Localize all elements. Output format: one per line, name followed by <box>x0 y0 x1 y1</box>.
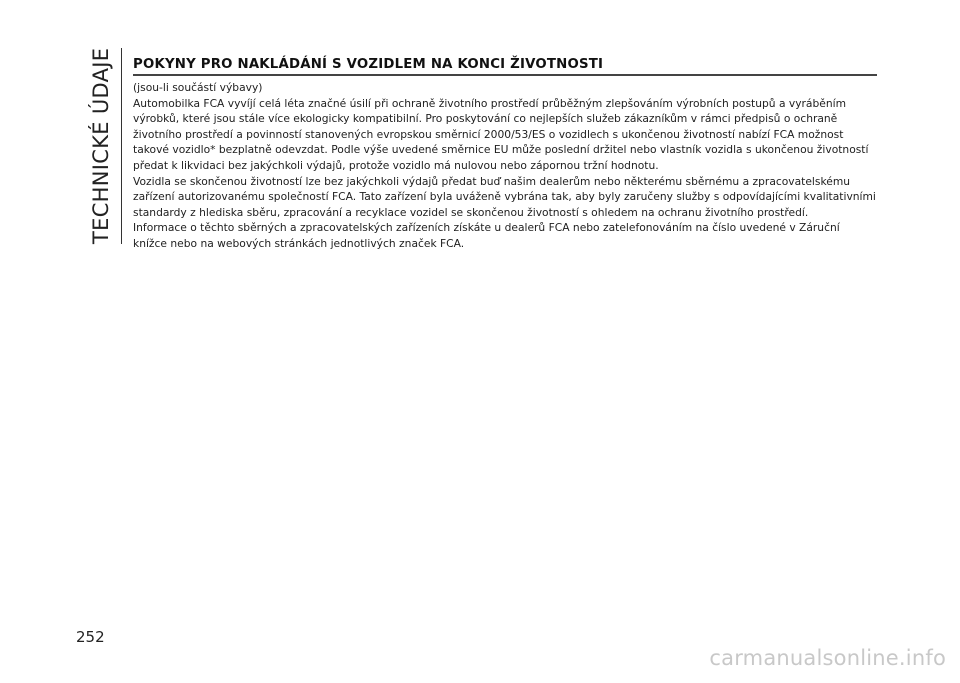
paragraph-3: Informace o těchto sběrných a zpracovatelských zařízeních získáte u dealerů FCA nebo zatelefonováním na číslo uvedené v Záruční knížce nebo na webových stránkách jednotlivých značek FCA. <box>133 221 840 250</box>
section-side-tab-label: TECHNICKÉ ÚDAJE <box>89 47 113 244</box>
section-body <box>133 80 877 252</box>
side-tab-divider <box>121 48 122 244</box>
section-side-tab <box>86 48 116 244</box>
paragraph-2: Vozidla se skončenou životností lze bez jakýchkoli výdajů předat buď našim dealerům nebo některému sběrnému a zpracovatelskému zařízení autorizovanému společností FCA. Tato zařízení byla uváženě vybrána tak, aby byly zaručeny služby s odpovídajícími kvalitativními standardy z hlediska sběru, zpracování a recyklace vozidel se skončenou životností s ohledem na ochranu životního prostředí. <box>133 174 876 219</box>
section-title: POKYNY PRO NAKLÁDÁNÍ S VOZIDLEM NA KONCI ŽIVOTNOSTI <box>133 57 604 72</box>
availability-note: (jsou-li součástí výbavy) <box>133 81 263 94</box>
title-underline <box>133 74 877 76</box>
watermark: carmanualsonline.info <box>709 646 946 670</box>
page-number: 252 <box>76 628 105 646</box>
paragraph-1: Automobilka FCA vyvíjí celá léta značné úsilí při ochraně životního prostředí průběžným zlepšováním výrobních postupů a vyráběním výrobků, které jsou stále více ekologicky kompatibilní. Pro poskytování co nejlepších služeb zákazníkům v rámci předpisů o ochraně životního prostředí a povinností stanovených evropskou směrnicí 2000/53/ES o vozidlech s ukončenou životností nabízí FCA možnost takové vozidlo* bezplatně odevzdat. Podle výše uvedené směrnice EU může poslední držitel nebo vlastník vozidla s ukončenou životností předat k likvidaci bez jakýchkoli výdajů, protože vozidlo má nulovou nebo zápornou tržní hodnotu. <box>133 96 869 172</box>
